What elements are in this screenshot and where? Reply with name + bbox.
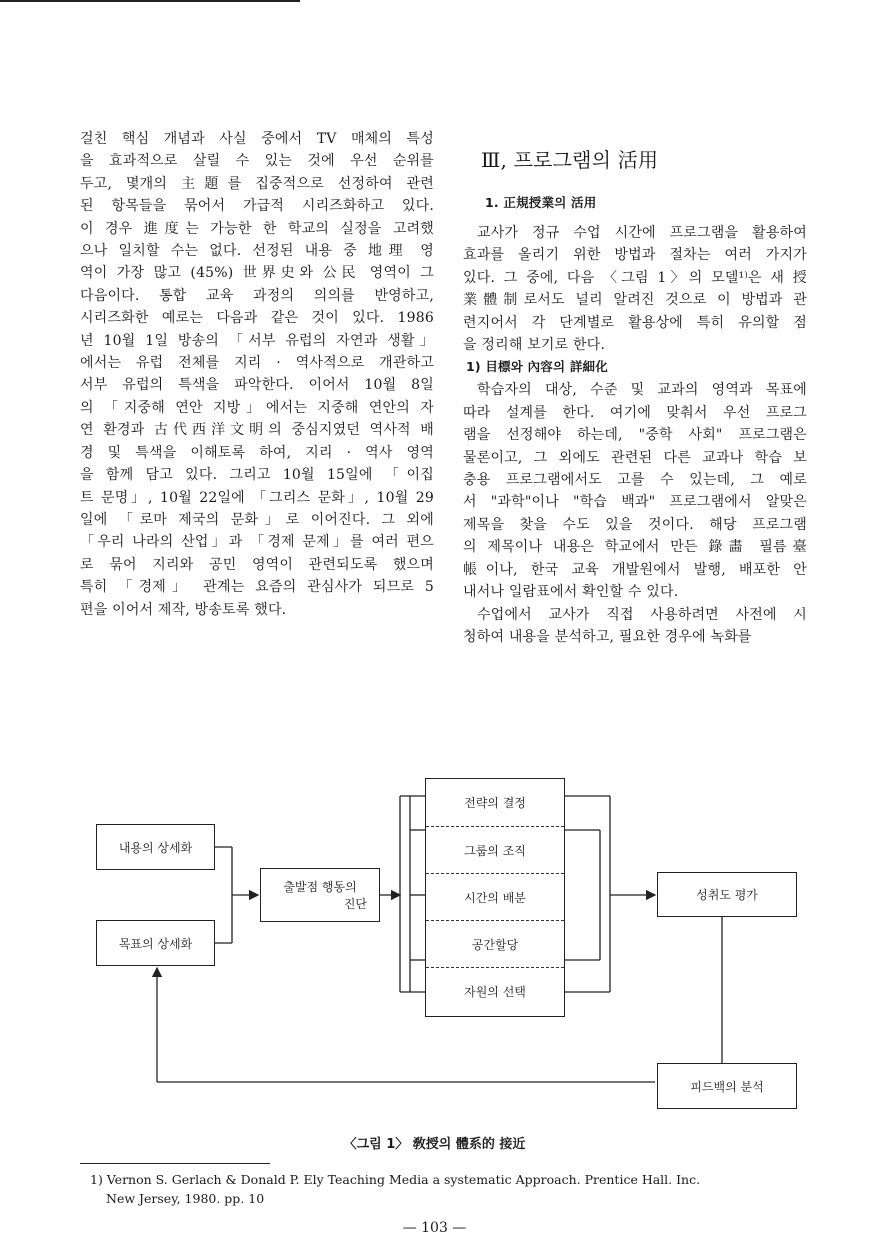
footnote-line-2: New Jersey, 1980. pp. 10 [106, 1191, 265, 1206]
text-line: 의 제목이나 내용은 학교에서 만든 錄畵 필름臺 [463, 539, 807, 556]
text-line: 램을 선정해야 하는데, "중학 사회" 프로그램은 [463, 427, 807, 444]
text-line: 일에 「로마 제국의 문화」로 이어진다. 그 외에 [80, 511, 434, 528]
entry-diagnosis-box [260, 868, 380, 922]
paragraph-1 [463, 222, 807, 356]
text-line: 帳이나, 한국 교육 개발원에서 발행, 배포한 안 [463, 561, 807, 578]
text-line: 트 문명」, 10월 22일에 「그리스 문화」, 10월 29 [80, 489, 434, 506]
text-line: 학습자의 대상, 수준 및 교과의 영역과 목표에 [477, 382, 807, 399]
figure-caption: 〈그림 1〉 敎授의 體系的 接近 [343, 1137, 526, 1152]
strategy-item: 그룹의 조직 [426, 826, 564, 873]
text-line: 교사가 정규 수업 시간에 프로그램을 활용하여 [477, 225, 807, 241]
footnote-line-1: 1) Vernon S. Gerlach & Donald P. Ely Teaching Media a systematic Approach. Prentice Hall. Inc. [90, 1172, 701, 1187]
paragraph-3 [463, 604, 807, 649]
entry-diagnosis-line1: 출발점 행동의 [283, 880, 357, 894]
text-line: 제목을 찾을 수도 있을 것이다. 해당 프로그램 [463, 516, 807, 533]
text-line: 효과를 올리기 위한 방법과 절차는 여러 가지가 [463, 247, 807, 264]
instruction-model-diagram [0, 760, 869, 1120]
text-line: 청하여 내용을 분석하고, 필요한 경우에 녹화를 [463, 628, 752, 645]
text-line: 련지어서 각 단계별로 활용상에 특히 유의할 점 [463, 314, 807, 331]
text-line: 특히 「경제」 관계는 요즘의 관심사가 되므로 5 [80, 579, 434, 596]
text-line: 業體制로서도 널리 알려진 것으로 이 방법과 관 [463, 292, 807, 309]
paragraph-2 [463, 379, 807, 603]
text-line: 걸친 핵심 개념과 사실 중에서 TV 매체의 특성 [80, 131, 434, 147]
text-line: 역이 가장 많고 (45%) 世界史와 公民 영역이 그 [80, 265, 434, 282]
text-line: 을 정리해 보기로 한다. [463, 337, 606, 354]
text-line: 을 효과적으로 살릴 수 있는 것에 우선 순위를 [80, 153, 434, 170]
text-line: 「우리 나라의 산업」과 「경제 문제」를 여러 편으 [80, 534, 434, 551]
text-line: 경 및 특색을 이해토록 하여, 지리 · 역사 영역 [80, 444, 434, 461]
section-title: Ⅲ, 프로그램의 活用 [481, 148, 659, 172]
text-line: 에서는 유럽 전체를 지리 · 역사적으로 개관하고 [80, 355, 434, 372]
text-line: 이 경우 進度는 가능한 한 학교의 실정을 고려했 [80, 220, 434, 237]
text-line: 편을 이어서 제작, 방송토록 했다. [80, 601, 287, 618]
text-line: 있다. 그 중에, 다음 〈그림 1〉의 모델¹⁾은 새 授 [463, 269, 807, 286]
footnote-rule [80, 1163, 270, 1164]
top-rule [0, 0, 300, 2]
left-column [80, 128, 434, 621]
text-line: 다음이다. 통합 교육 과정의 의의를 반영하고, [80, 287, 434, 304]
text-line: 연 환경과 古代西洋文明의 중심지였던 역사적 배 [80, 422, 434, 439]
strategy-item: 시간의 배분 [426, 873, 564, 920]
evaluation-box: 성취도 평가 [657, 872, 797, 917]
footnote [90, 1170, 810, 1208]
text-line: 서부 유럽의 특색을 파악한다. 이어서 10월 8일 [80, 377, 434, 394]
strategy-item: 공간할당 [426, 920, 564, 967]
feedback-box: 피드백의 분석 [657, 1063, 797, 1109]
text-line: 내서나 일람표에서 확인할 수 있다. [463, 584, 679, 601]
text-line: 년 10월 1일 방송의 「서부 유럽의 자연과 생활」 [80, 332, 434, 349]
subheading-objectives: 1) 目標와 內容의 詳細化 [466, 359, 608, 375]
entry-diagnosis-line2: 진단 [343, 897, 367, 911]
subheading-regular-class: 1. 正規授業의 活用 [485, 195, 597, 210]
strategy-item: 전략의 결정 [464, 796, 526, 810]
text-line: 물론이고, 그 외에도 관련된 다른 교과나 학습 보 [463, 449, 807, 466]
text-line: 서 "과학"이나 "학습 백과" 프로그램에서 알맞은 [463, 494, 807, 511]
text-line: 충용 프로그램에서도 고를 수 있는데, 그 예로 [463, 472, 807, 489]
text-line: 을 함께 담고 있다. 그리고 10월 15일에 「이집 [80, 467, 434, 484]
text-line: 으나 일치할 수는 없다. 선정된 내용 중 地理 영 [80, 243, 434, 260]
text-line: 로 묶어 지리와 공민 영역이 관련되도록 했으며 [80, 556, 434, 573]
objective-detail-box: 목표의 상세화 [96, 920, 215, 966]
text-line: 된 항목들을 묶어서 가급적 시리즈화하고 있다. [80, 198, 434, 215]
text-line: 두고, 몇개의 主題를 집중적으로 선정하여 관련 [80, 175, 434, 192]
text-line: 의 「지중해 연안 지방」에서는 지중해 연안의 자 [80, 399, 434, 416]
strategy-item: 자원의 선택 [426, 967, 564, 1014]
right-column [463, 146, 807, 648]
content-detail-box: 내용의 상세화 [96, 824, 215, 870]
text-line: 시리즈화한 예로는 다음과 같은 것이 있다. 1986 [80, 310, 434, 327]
text-line: 따라 설계를 한다. 여기에 맞춰서 우선 프로그 [463, 404, 807, 421]
strategy-box [425, 778, 565, 1017]
page-number: — 103 — [402, 1220, 467, 1236]
text-line: 수업에서 교사가 직접 사용하려면 사전에 시 [477, 606, 807, 623]
